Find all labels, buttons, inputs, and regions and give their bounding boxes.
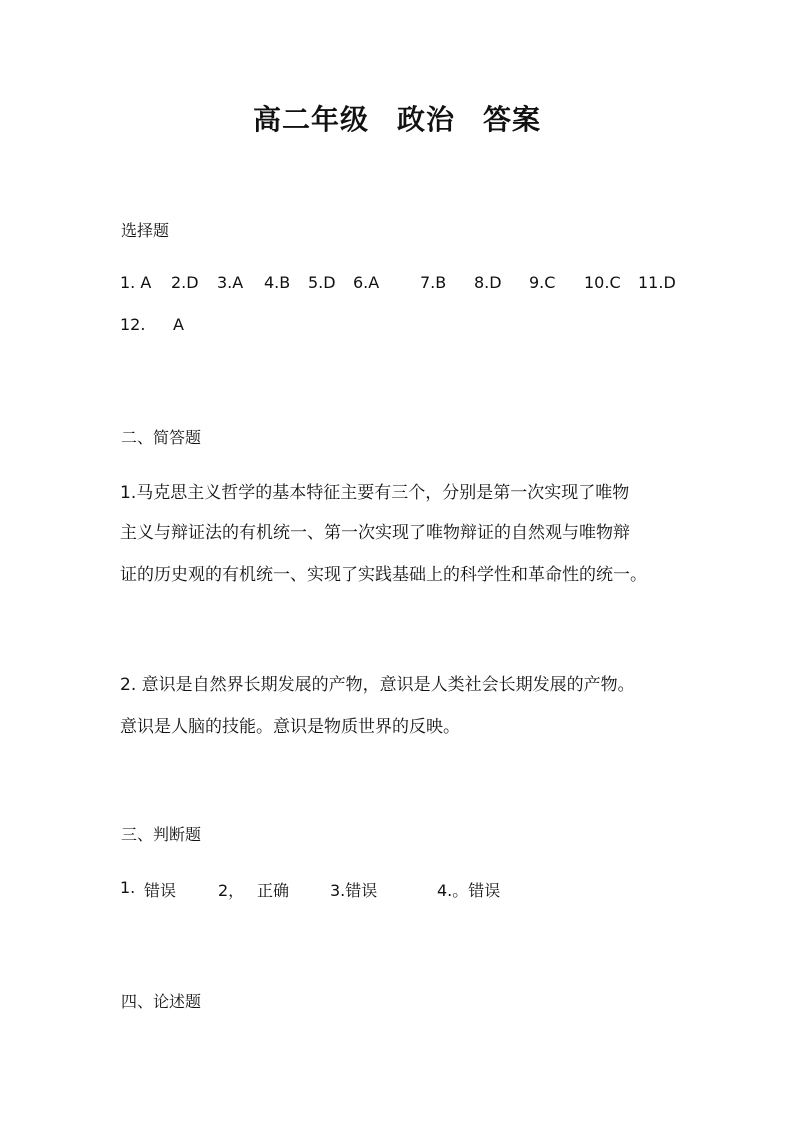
choice-answer-5: 5.D: [308, 273, 336, 292]
choice-answer-11: 11.D: [638, 273, 676, 292]
tf-answer-2-number: 2，: [218, 881, 245, 900]
paragraph-line: 主义与辩证法的有机统一、第一次实现了唯物辩证的自然观与唯物辩: [120, 523, 630, 543]
section-heading-essay: 四、论述题: [121, 992, 202, 1011]
section-heading-choice: 选择题: [121, 221, 170, 240]
choice-answer-1: 1. A: [120, 273, 152, 292]
section-heading-true-false: 三、判断题: [121, 825, 202, 844]
tf-answer-1-value: 错误: [144, 881, 177, 900]
choice-answer-12-value: A: [173, 315, 184, 334]
choice-answer-7: 7.B: [420, 273, 447, 292]
choice-answer-10: 10.C: [584, 273, 621, 292]
paragraph-line: 2. 意识是自然界长期发展的产物，意识是人类社会长期发展的产物。: [120, 675, 635, 695]
tf-answer-2-value: 正确: [257, 881, 290, 900]
page-title: [0, 98, 794, 138]
tf-answer-1-number: 1.: [120, 878, 136, 897]
choice-answer-12-number: 12.: [120, 315, 146, 334]
choice-answer-9: 9.C: [529, 273, 556, 292]
paragraph-line: 证的历史观的有机统一、实现了实践基础上的科学性和革命性的统一。: [120, 565, 647, 585]
choice-answer-2: 2.D: [171, 273, 199, 292]
choice-answer-6: 6.A: [353, 273, 380, 292]
tf-answer-4: 4.。错误: [437, 881, 501, 900]
title-grade: 高二年级: [252, 103, 369, 136]
title-subject: 政治: [396, 103, 455, 136]
tf-answer-3: 3.错误: [330, 881, 378, 900]
paragraph-line: 1.马克思主义哲学的基本特征主要有三个，分别是第一次实现了唯物: [120, 483, 630, 503]
choice-answer-4: 4.B: [264, 273, 291, 292]
choice-answer-8: 8.D: [474, 273, 502, 292]
paragraph-line: 意识是人脑的技能。意识是物质世界的反映。: [120, 717, 460, 737]
section-heading-short-answer: 二、简答题: [121, 428, 202, 447]
choice-answer-3: 3.A: [217, 273, 244, 292]
title-label: 答案: [483, 103, 542, 136]
